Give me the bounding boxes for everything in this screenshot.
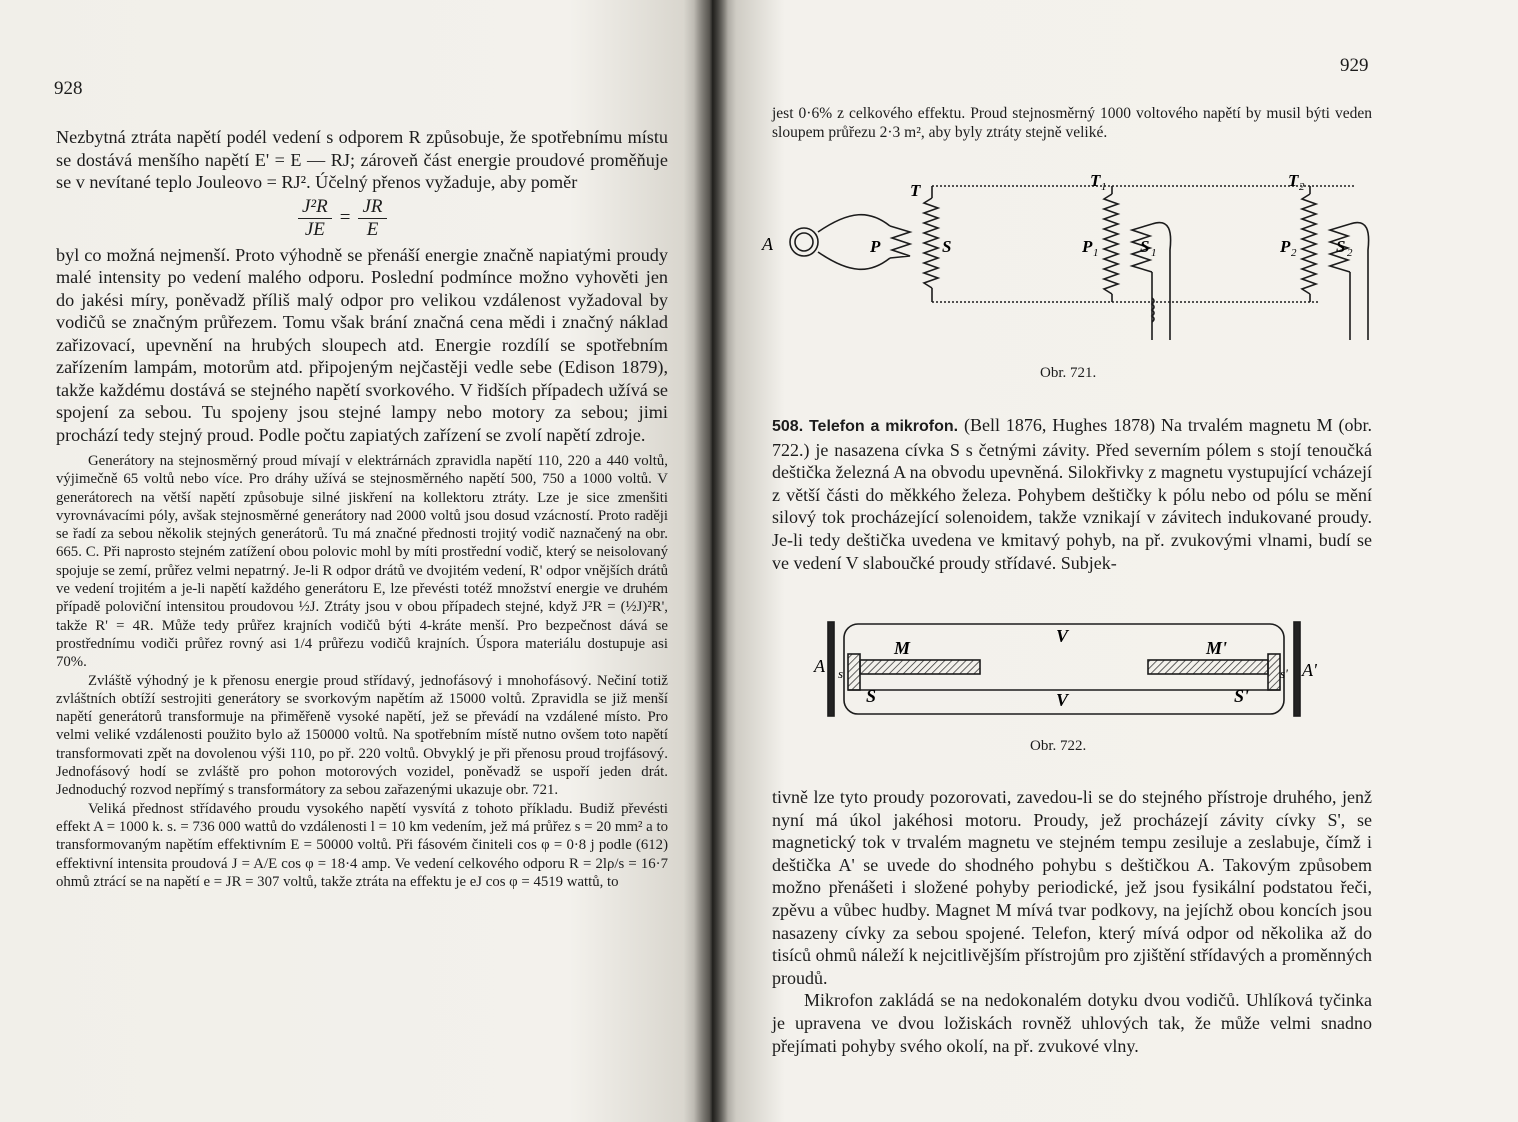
equals-sign: = (339, 207, 351, 228)
figure-722-telephone-diagram (814, 614, 1317, 724)
label-a: A (814, 656, 825, 676)
label-s: S (942, 237, 952, 256)
diaphragm-a (828, 622, 834, 716)
label-s2: S (1336, 237, 1346, 256)
paragraph-small: Generátory na stejnosměrný proud mívají v elektrárnách zpravidla napětí 110, 220 a 440 voltů, výjimečně 65 voltů nebo více. Pro dráhy užívá se stejnosměrného napětí 500, 750 a 1000 voltů. V generátorech na větší napětí způsobuje silné jiskření na kollektoru ztráty. Lze je sice zmenšiti vyrovnávacími póly, avšak stejnosměrné generátory nad 2000 voltů jsou dosud vzácností. Proto raději se řadí za sebou několik stejných generátorů. Tu má značné přednosti trojitý vodič naznačený na obr. 665. C. Při naprosto stejném zatížení obou polovic mohl by míti prostřední vodič, který se neisolovaný spojuje se zemí, průřez velmi nepatrný. Je-li R odpor drátů ve dvojitém vedení, R' odpor vnějších drátů ve vedení trojitém a je-li napětí každého generátoru E, lze převésti totéž množství energie ve druhém případě poloviční intensitou proudovou ½J. Ztráty jsou v obou případech stejné, když J²R = (½J)²R', takže R' = 4R. Může tedy průřez krajních vodičů býti 4-kráte menší. Pro bezpečnost dává se prostřednímu vodiči průřez rovný asi 1/4 průřezu vodičů krajních. Úspora materiálu dostupuje asi 70%. (56, 453, 668, 671)
label-s-small: s (838, 666, 844, 681)
figure-721-caption: Obr. 721. (1040, 365, 1097, 381)
label-p: P (870, 237, 881, 256)
fraction (358, 196, 386, 241)
label-s2-sub: 2 (1347, 247, 1353, 259)
label-m-prime: M' (1206, 638, 1228, 658)
fraction (298, 196, 332, 241)
page-number-right: 929 (1340, 55, 1369, 76)
label-v-top: V (1056, 626, 1069, 646)
primary-coil-p (890, 226, 910, 258)
label-s-prime-small: s' (1280, 666, 1288, 681)
right-page (712, 0, 1518, 1122)
label-a-prime: A' (1302, 660, 1317, 680)
section-heading: 508. Telefon a mikrofon. (772, 418, 959, 435)
label-a: A (762, 234, 773, 254)
left-page (0, 0, 712, 1122)
secondary-coil-s (924, 198, 938, 288)
formula (298, 196, 668, 240)
denominator: JE (304, 218, 325, 240)
numerator: J²R (298, 196, 332, 219)
figure-722-caption: Obr. 722. (1030, 738, 1087, 754)
paragraph (772, 414, 1372, 574)
label-p1: P (1082, 237, 1093, 256)
paragraph: byl co možná nejmenší. Proto výhodně se přenáší energie značně napiatými proudy malé intensity po vedení malého odporu. Poslední podmínce možno vyhověti jen do jakési míry, poněvadž příliš malý odpor pro velikou vzdálenost vyžadoval by vodičů se značným průřezem. Tomu však brání značná cena mědi i značný náklad zařizovací, upevnění na hrubých sloupech atd. Energie rozdílí se spotřebním zařízením lampám, motorům atd. připojeným nejčastěji vedle sebe (Edison 1879), takže každému dostává se stejného napětí svorkového. V řidších případech užívá se spojení za sebou. Tu spojeny jsou stejné lampy nebo motory za sebou; jimi prochází tedy stejný proud. Podle počtu zapiatých zařízení se zvolí napětí zdroje. (56, 244, 668, 445)
coil-s1-lead (1152, 223, 1171, 340)
label-t2: T (1288, 171, 1299, 190)
label-t1: T (1090, 171, 1101, 190)
label-s-prime: S' (1234, 686, 1250, 706)
label-s1-sub: 1 (1151, 247, 1157, 259)
label-s1: S (1140, 237, 1150, 256)
page-number-left: 928 (54, 78, 83, 99)
right-bottom-text (772, 786, 1372, 1057)
label-t: T (910, 181, 921, 200)
numerator: JR (358, 196, 386, 219)
left-text-block (56, 126, 668, 891)
paragraph: Mikrofon zakládá se na nedokonalém dotyku dvou vodičů. Uhlíková tyčinka je upravena ve dvou ložiskách rovněž uhlových tak, že může velmi snadno přejímati pohyby svého okolí, na př. zvukové vlny. (772, 990, 1372, 1056)
label-p1-sub: 1 (1093, 247, 1099, 259)
paragraph: Nezbytná ztráta napětí podél vedení s odporem R způsobuje, že spotřebnímu místu se dostává menšího napětí E' = E — RJ; zároveň část energie proudové proměňuje se v nevítané teplo Jouleovo = RJ². Účelný přenos vyžaduje, aby poměr (56, 127, 668, 192)
label-t1-sub: 1 (1101, 181, 1107, 193)
pole-s (848, 654, 860, 690)
diaphragm-a-prime (1294, 622, 1300, 716)
figure-721-transformer-diagram (760, 170, 1380, 350)
magnet-m-prime (1148, 660, 1268, 674)
label-m: M (894, 638, 911, 658)
label-s: S (866, 686, 877, 706)
label-v-bottom: V (1056, 690, 1069, 710)
coil-p2 (1302, 194, 1316, 294)
denominator: E (366, 218, 379, 240)
section-508 (772, 414, 1372, 574)
book-gutter (694, 0, 728, 1122)
paragraph-small: Zvláště výhodný je k přenosu energie proud střídavý, jednofásový i mnohofásový. Nečiní totiž zvláštních obtíží sestrojiti generátory se svorkovým napětím až 15000 voltů. Zpravidla se již menší napětí generátorů transformuje na přiměřeně vysoké napětí, jež se převádí na vzdálené místo. Pro velmi veliké vzdálenosti použito bylo až 150000 voltů. Na spotřebním místě nutno ovšem toto napětí transformovati zpět na dovolenou výši 110, po př. 220 voltů. Obvyklý je při přenosu proud trojfásový. Jednofásový hodí se zvláště pro pohon motorových vozidel, poněvadž se uspoří jeden drát. Jednoduchý rozvod nepřímý s transformátory za sebou zařazenými ukazuje obr. 721. (56, 672, 668, 799)
generator-inner (795, 233, 813, 251)
pole-s-prime (1268, 654, 1280, 690)
coil-s2-lead (1350, 223, 1369, 340)
coil-p1 (1104, 194, 1118, 294)
paragraph-small: Veliká přednost střídavého proudu vysokého napětí vysvítá z tohoto příkladu. Budiž převésti effekt A = 1000 k. s. = 736 000 wattů do vzdálenosti l = 10 km vedením, jež má průřez s = 20 mm² a to transformovaným napětím effektivním E = 50000 voltů. Při fásovém činiteli cos φ = 0·8 j podle (612) effektivní intensita proudová J = A/E cos φ = 18·4 amp. Ve vedení celkového odporu R = 2lρ/s = 16·7 ohmů ztrácí se na napětí e = JR = 307 voltů, takže ztráta na effektu je eJ cos φ = 4519 wattů, to (56, 800, 668, 890)
label-p2: P (1280, 237, 1291, 256)
magnet-m (860, 660, 980, 674)
label-t2-sub: 2 (1299, 181, 1305, 193)
paragraph-small: jest 0·6% z celkového effektu. Proud stejnosměrný 1000 voltového napětí by musil býti veden sloupem průřezu 2·3 m², aby byly ztráty stejně veliké. (772, 105, 1372, 141)
right-top-text (772, 104, 1372, 142)
section-text: (Bell 1876, Hughes 1878) Na trvalém magnetu M (obr. 722.) je nasazena cívka S s četnými závity. Před severním pólem s stojí tenoučká deštička železná A na obvodu upevněná. Silokřivky z magnetu vystupující vcházejí z větší části do měkkého železa. Pohybem deštičky k pólu nebo od pólu se mění silový tok procházející solenoidem, takže vznikají v závitech indukované proudy. Je-li tedy deštička uvedena ve kmitavý pohyb, na př. zvukovými vlnami, budí se ve vedení V slaboučké proudy střídavé. Subjek- (772, 415, 1373, 573)
paragraph: tivně lze tyto proudy pozorovati, zavedou-li se do stejného přístroje druhého, jenž nyní má úkol jakéhosi motoru. Proudy, jež procházejí závity cívky S', se magnetický tok v trvalém magnetu ve stejném tempu zesiluje a zeslabuje, čímž i deštička A' se uvede do shodného pohybu s deštičkou A. Takovým způsobem možno přenášeti i složené pohyby periodické, jež jsou fysikální podstatou řeči, zpěvu a vůbec hudby. Magnet M mívá tvar podkovy, na jejíchž obou koncích jsou nasazeny cívky za sebou spojené. Telefon, který mívá odpor od několika až do tisíců ohmů náleží k nejcitlivějším přístrojům pro zjištění střídavých a proměnných proudů. (772, 787, 1372, 988)
label-p2-sub: 2 (1291, 247, 1297, 259)
